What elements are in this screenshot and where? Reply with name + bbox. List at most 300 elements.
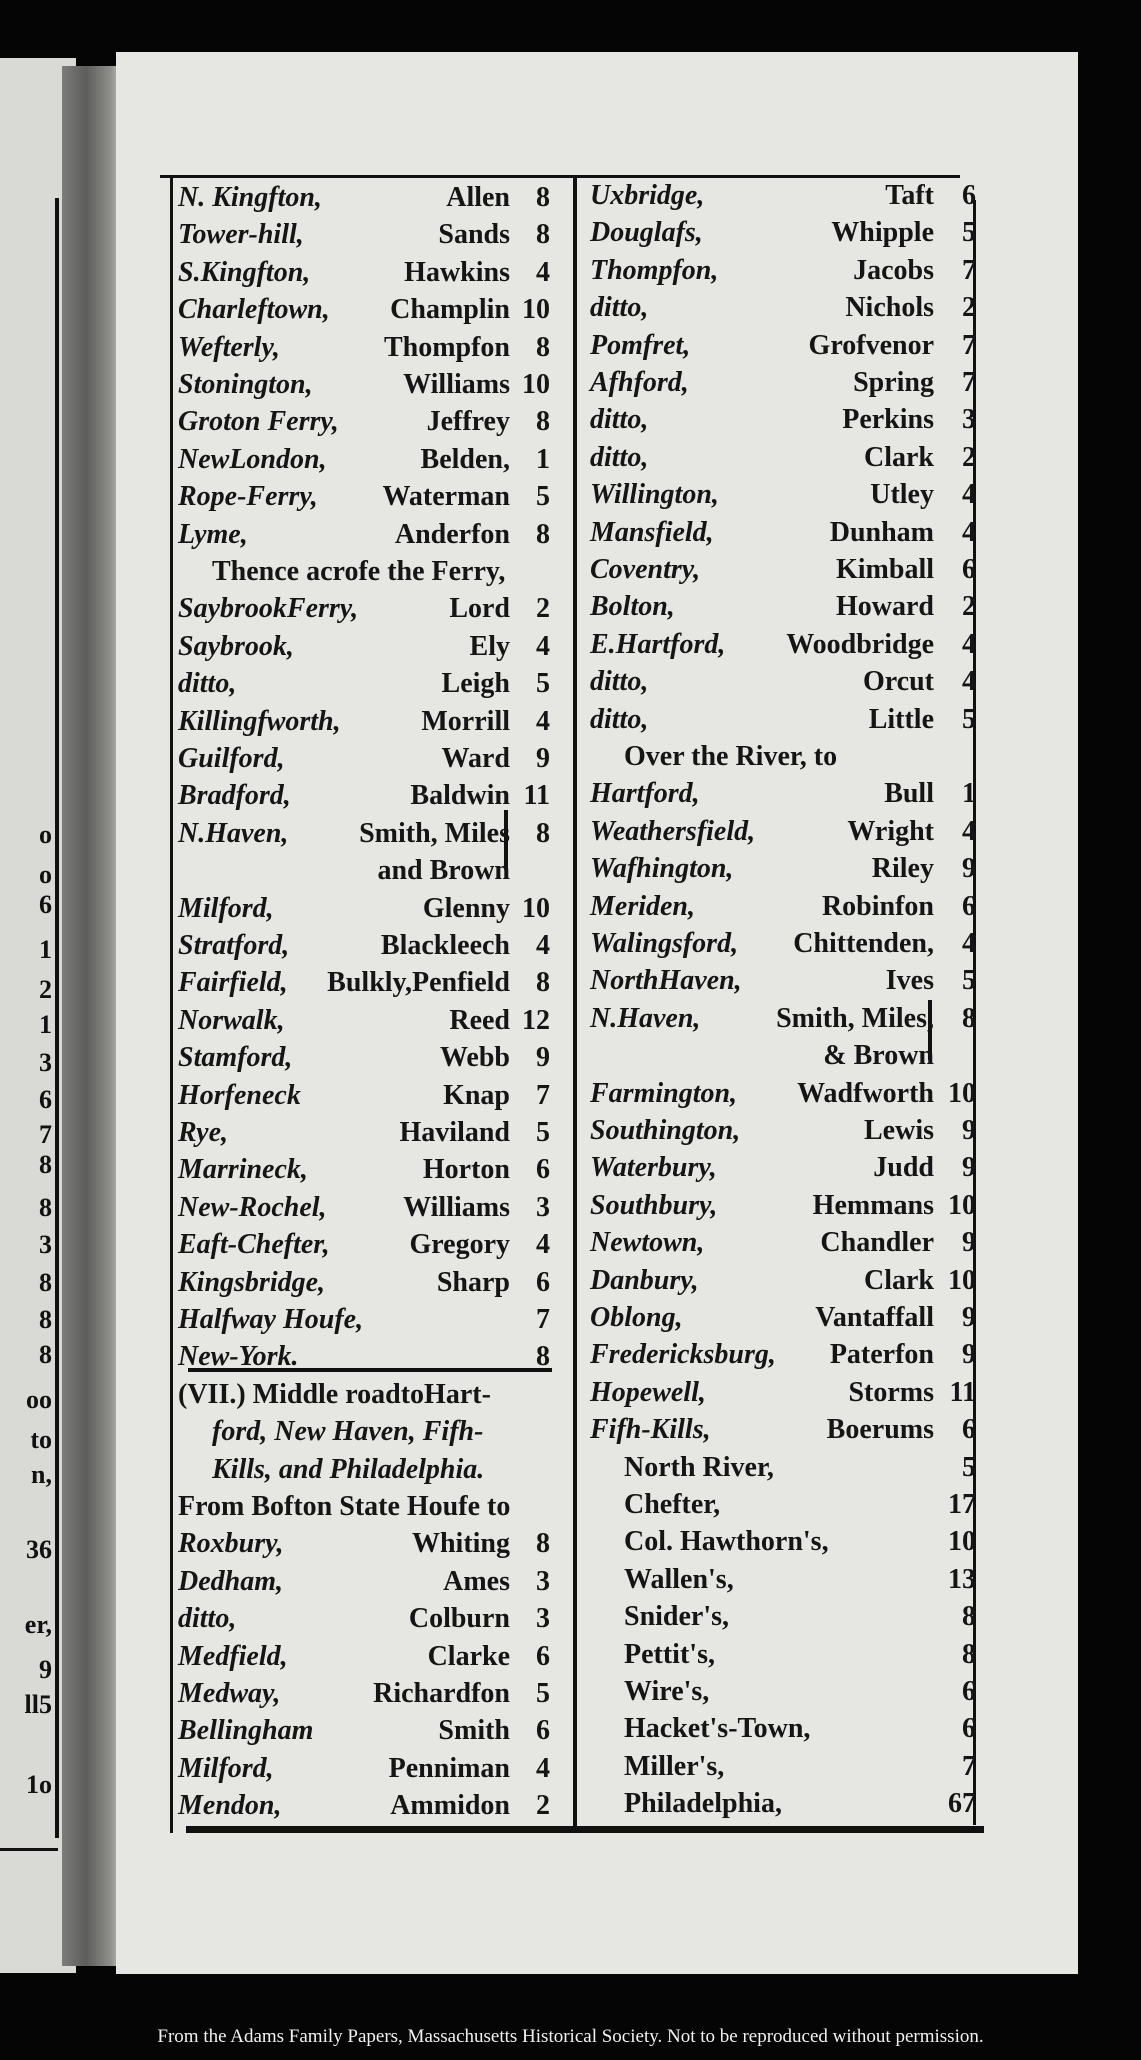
innkeeper-name: Thompfon — [383, 331, 510, 363]
distance-miles: 4 — [536, 930, 550, 961]
innkeeper-name: Chandler — [820, 1227, 934, 1259]
town-name: Roxbury, — [178, 1528, 284, 1560]
innkeeper-name: Paterfon — [829, 1339, 934, 1371]
road-entry — [590, 702, 976, 738]
distance-miles: 6 — [962, 180, 976, 211]
road-entry — [590, 1225, 976, 1261]
previous-page-fragment: 3 — [39, 1230, 52, 1259]
road-entry — [178, 404, 550, 440]
road-entry — [178, 1377, 550, 1413]
town-name: E.Hartford, — [590, 628, 726, 660]
innkeeper-name: Whiting — [411, 1528, 510, 1560]
town-name: Rye, — [178, 1117, 229, 1148]
distance-miles: 6 — [962, 1676, 976, 1707]
distance-miles: 8 — [536, 219, 550, 251]
distance-miles: 8 — [536, 1341, 550, 1373]
town-name: Lyme, — [178, 518, 248, 550]
town-name: Norwalk, — [178, 1004, 285, 1036]
town-name: Stratford, — [178, 930, 290, 961]
distance-miles: 5 — [962, 217, 976, 249]
previous-page-fragment: 6 — [39, 1085, 52, 1114]
road-entry — [178, 704, 550, 740]
distance-miles: 11 — [949, 1376, 976, 1408]
innkeeper-name: Orcut — [862, 666, 934, 698]
town-name: Stamford, — [178, 1042, 293, 1074]
distance-miles: 8 — [536, 406, 550, 438]
innkeeper-name: Ward — [441, 743, 510, 774]
road-entry — [178, 1152, 550, 1188]
town-name: Milford, — [178, 892, 274, 924]
innkeeper-name: Perkins — [842, 404, 934, 436]
distance-miles: 7 — [962, 254, 976, 286]
road-entry — [178, 1751, 550, 1787]
road-entry — [590, 851, 976, 887]
town-name: Farmington, — [590, 1077, 738, 1109]
previous-page-rule — [55, 198, 59, 1838]
road-entry — [178, 479, 550, 515]
distance-miles: 4 — [962, 928, 976, 959]
innkeeper-name: Baldwin — [410, 780, 510, 812]
distance-miles: 10 — [522, 892, 550, 924]
innkeeper-name: Judd — [873, 1152, 934, 1184]
road-entry — [178, 1339, 550, 1375]
distance-miles: 7 — [536, 1304, 550, 1335]
town-name: N.Haven, — [590, 1002, 701, 1034]
road-entry — [590, 1711, 976, 1747]
innkeeper-name: Clarke — [427, 1640, 510, 1672]
road-entry — [178, 1452, 550, 1488]
distance-miles: 9 — [962, 1302, 976, 1333]
section-text: Over the River, to — [624, 741, 838, 772]
innkeeper-name: Anderfon — [394, 518, 510, 550]
town-name: Guilford, — [178, 743, 285, 774]
distance-miles: 2 — [536, 593, 550, 625]
distance-miles: 4 — [536, 705, 550, 737]
town-name: Milford, — [178, 1752, 274, 1784]
distance-miles: 10 — [522, 294, 550, 326]
distance-miles: 6 — [536, 1154, 550, 1186]
innkeeper-name: and Brown — [377, 855, 510, 887]
previous-page-fragment: 1 — [39, 1010, 52, 1039]
road-entry — [590, 776, 976, 812]
distance-miles: 10 — [522, 369, 550, 400]
town-name: Killingfworth, — [178, 705, 341, 737]
innkeeper-name: Woodbridge — [786, 628, 934, 660]
distance-miles: 4 — [536, 256, 550, 288]
town-name: NewLondon, — [178, 443, 327, 475]
town-name: Horfeneck — [178, 1079, 301, 1111]
town-name: Meriden, — [590, 890, 695, 922]
town-name: Mendon, — [178, 1790, 282, 1822]
book-gutter — [62, 66, 122, 1966]
distance-miles: 10 — [948, 1077, 976, 1109]
road-entry — [590, 1113, 976, 1149]
distance-miles: 3 — [962, 404, 976, 436]
town-name: Pomfret, — [590, 329, 691, 361]
innkeeper-name: Jacobs — [853, 254, 934, 286]
road-entry — [178, 891, 550, 927]
distance-miles: 9 — [962, 1152, 976, 1184]
town-name: Charleftown, — [178, 294, 330, 326]
innkeeper-name: Allen — [446, 182, 510, 213]
road-entry — [178, 1302, 550, 1338]
road-entry — [590, 1263, 976, 1299]
distance-miles: 5 — [536, 668, 550, 700]
innkeeper-name: Sharp — [436, 1266, 510, 1298]
distance-miles: 7 — [536, 1079, 550, 1111]
road-entry — [590, 1749, 976, 1785]
innkeeper-name: Leigh — [441, 668, 510, 700]
innkeeper-name: Waterman — [382, 481, 510, 513]
distance-miles: 5 — [536, 1678, 550, 1709]
town-name: Walingsford, — [590, 928, 739, 959]
distance-miles: 9 — [536, 1042, 550, 1074]
town-name: Medfield, — [178, 1640, 288, 1672]
innkeeper-name: Dunham — [829, 516, 934, 548]
section-text: (VII.) Middle roadtoHart- — [178, 1378, 491, 1410]
road-entry — [178, 1601, 550, 1637]
road-entry — [178, 1713, 550, 1749]
road-entry — [178, 1489, 550, 1525]
innkeeper-name: Gregory — [409, 1229, 510, 1261]
innkeeper-name: Spring — [853, 367, 934, 398]
town-name: Halfway Houfe, — [178, 1304, 364, 1335]
road-entry — [590, 402, 976, 438]
distance-miles: 4 — [962, 628, 976, 660]
town-name: Willington, — [590, 479, 719, 511]
innkeeper-name: Wadfworth — [797, 1077, 934, 1109]
distance-miles: 4 — [962, 479, 976, 511]
road-entry — [590, 664, 976, 700]
road-entry — [590, 1375, 976, 1411]
distance-miles: 8 — [536, 1528, 550, 1560]
town-name: ditto, — [590, 703, 649, 735]
road-entry — [178, 442, 550, 478]
town-name: Oblong, — [590, 1302, 683, 1333]
distance-miles: 7 — [962, 1750, 976, 1782]
road-entry — [590, 1524, 976, 1560]
road-entry — [178, 928, 550, 964]
table-center-rule — [573, 178, 577, 1833]
road-entry — [590, 814, 976, 850]
distance-miles: 6 — [962, 1414, 976, 1446]
road-entry — [178, 591, 550, 627]
road-entry — [590, 1786, 976, 1822]
road-entry — [178, 255, 550, 291]
road-entry — [178, 853, 550, 889]
town-name: ditto, — [178, 1603, 237, 1635]
town-name: Dedham, — [178, 1565, 283, 1597]
town-name: Wefterly, — [178, 331, 280, 363]
section-text: Wire's, — [624, 1676, 710, 1707]
innkeeper-name: Lewis — [864, 1115, 934, 1146]
road-entry — [178, 741, 550, 777]
road-entry — [590, 1150, 976, 1186]
previous-page-fragment: 2 — [39, 975, 52, 1004]
town-name: Eaft-Chefter, — [178, 1229, 330, 1261]
innkeeper-name: Robinfon — [821, 890, 934, 922]
town-name: Hartford, — [590, 778, 700, 810]
innkeeper-name: Williams — [403, 369, 510, 400]
distance-miles: 5 — [962, 703, 976, 735]
distance-miles: 8 — [962, 1601, 976, 1633]
distance-miles: 2 — [962, 591, 976, 623]
road-entry — [178, 1040, 550, 1076]
distance-miles: 4 — [962, 815, 976, 847]
road-entry — [178, 517, 550, 553]
table-left-rule — [170, 178, 173, 1833]
section-text: Pettit's, — [624, 1638, 715, 1670]
road-entry — [590, 1562, 976, 1598]
distance-miles: 2 — [962, 292, 976, 324]
previous-page-fragment: 1o — [26, 1770, 52, 1799]
road-entry — [178, 1265, 550, 1301]
innkeeper-name: Lord — [449, 593, 510, 625]
road-entry — [178, 816, 550, 852]
road-entry — [590, 1188, 976, 1224]
road-entry — [590, 1450, 976, 1486]
innkeeper-name: Richardfon — [373, 1678, 510, 1709]
road-entry — [590, 1076, 976, 1112]
road-entry — [590, 515, 976, 551]
distance-miles: 6 — [962, 890, 976, 922]
town-name: Saybrook, — [178, 630, 294, 662]
distance-miles: 13 — [948, 1563, 976, 1595]
innkeeper-name: Whipple — [831, 217, 934, 249]
town-name: Southington, — [590, 1115, 741, 1146]
innkeeper-name: Clark — [864, 1264, 934, 1296]
innkeeper-name: Bull — [884, 778, 934, 810]
road-entry — [178, 629, 550, 665]
innkeeper-name: Ely — [469, 630, 510, 662]
town-name: Fifh-Kills, — [590, 1414, 711, 1446]
road-entry — [178, 1115, 550, 1151]
town-name: Stonington, — [178, 369, 313, 400]
distance-miles: 10 — [948, 1264, 976, 1296]
distance-miles: 4 — [536, 630, 550, 662]
innkeeper-name: Smith, Miles, — [776, 1002, 934, 1034]
road-entry — [590, 1487, 976, 1523]
distance-miles: 9 — [962, 1227, 976, 1259]
innkeeper-name: Smith, Miles — [359, 817, 510, 849]
town-name: N.Haven, — [178, 817, 289, 849]
innkeeper-name: Blackleech — [380, 930, 510, 961]
previous-page-fragment: n, — [31, 1460, 52, 1489]
road-entry — [178, 554, 550, 590]
innkeeper-name: Penniman — [388, 1752, 510, 1784]
road-entry — [590, 1674, 976, 1710]
innkeeper-name: Reed — [449, 1004, 510, 1036]
distance-miles: 9 — [962, 1115, 976, 1146]
town-name: Fredericksburg, — [590, 1339, 776, 1371]
road-entry — [178, 1526, 550, 1562]
previous-page-fragment: 8 — [39, 1150, 52, 1179]
innkeeper-name: Storms — [848, 1376, 934, 1408]
distance-miles: 4 — [536, 1752, 550, 1784]
innkeeper-name: Grofvenor — [808, 329, 934, 361]
innkeeper-name: Vantaffall — [815, 1302, 934, 1333]
town-name: Marrineck, — [178, 1154, 308, 1186]
distance-miles: 12 — [522, 1004, 550, 1036]
town-name: Kingsbridge, — [178, 1266, 326, 1298]
previous-page-fragment: 8 — [39, 1193, 52, 1222]
distance-miles: 3 — [536, 1603, 550, 1635]
road-entry — [590, 365, 976, 401]
previous-page-bottom-rule — [0, 1848, 58, 1851]
town-name: Rope-Ferry, — [178, 481, 318, 513]
innkeeper-name: Hawkins — [404, 256, 510, 288]
road-entry — [178, 292, 550, 328]
road-entry — [590, 477, 976, 513]
previous-page-fragment: 9 — [39, 1655, 52, 1684]
town-name: ditto, — [590, 404, 649, 436]
innkeeper-name: Clark — [864, 441, 934, 473]
previous-page-fragment: oo — [26, 1385, 52, 1414]
innkeeper-name: Ames — [443, 1565, 510, 1597]
distance-miles: 4 — [962, 516, 976, 548]
road-entry — [590, 290, 976, 326]
innkeeper-name: Webb — [439, 1042, 510, 1074]
previous-page-fragment: 3 — [39, 1048, 52, 1077]
section-text: Miller's, — [624, 1750, 725, 1782]
innkeeper-name: Jeffrey — [426, 406, 510, 438]
innkeeper-name: Glenny — [422, 892, 510, 924]
distance-miles: 2 — [962, 441, 976, 473]
road-entry — [590, 589, 976, 625]
innkeeper-name: Kimball — [835, 554, 934, 585]
innkeeper-name: Morrill — [421, 705, 510, 737]
table-bottom-rule — [186, 1826, 984, 1833]
town-name: SaybrookFerry, — [178, 593, 359, 625]
town-name: Uxbridge, — [590, 180, 705, 211]
road-entry — [178, 1639, 550, 1675]
town-name: Danbury, — [590, 1264, 699, 1296]
distance-miles: 8 — [962, 1002, 976, 1034]
road-entry — [178, 965, 550, 1001]
distance-miles: 9 — [536, 743, 550, 774]
distance-miles: 5 — [962, 965, 976, 997]
town-name: Southbury, — [590, 1189, 718, 1221]
distance-miles: 7 — [962, 329, 976, 361]
road-entry — [590, 963, 976, 999]
innkeeper-name: Ives — [885, 965, 934, 997]
archive-caption: From the Adams Family Papers, Massachusetts Historical Society. Not to be reproduced without permission. — [157, 2026, 984, 2047]
road-entry — [178, 180, 550, 216]
distance-miles: 8 — [536, 182, 550, 213]
innkeeper-name: Little — [868, 703, 934, 735]
innkeeper-name: Wright — [847, 815, 934, 847]
road-entry — [178, 1676, 550, 1712]
road-entry — [590, 328, 976, 364]
innkeeper-name: Howard — [836, 591, 934, 623]
distance-miles: 9 — [962, 1339, 976, 1371]
road-entry — [590, 1001, 976, 1037]
previous-page-fragment: ll5 — [24, 1690, 52, 1719]
road-entry — [178, 666, 550, 702]
section-text: Col. Hawthorn's, — [624, 1526, 829, 1558]
distance-miles: 5 — [536, 481, 550, 513]
innkeeper-name: Horton — [422, 1154, 510, 1186]
section-text: Philadelphia, — [624, 1788, 782, 1820]
road-entry — [590, 215, 976, 251]
road-entry — [590, 1337, 976, 1373]
town-name: Newtown, — [590, 1227, 705, 1259]
previous-page-fragment: 7 — [39, 1120, 52, 1149]
town-name: Coventry, — [590, 554, 701, 585]
town-name: New-Rochel, — [178, 1191, 327, 1223]
distance-miles: 6 — [536, 1715, 550, 1747]
previous-page-fragment: 8 — [39, 1305, 52, 1334]
road-entry — [178, 1078, 550, 1114]
town-name: NorthHaven, — [590, 965, 742, 997]
road-entry — [590, 1300, 976, 1336]
road-entry — [178, 1564, 550, 1600]
previous-page-fragment: o — [39, 860, 52, 889]
distance-miles: 5 — [962, 1451, 976, 1483]
town-name: ditto, — [590, 441, 649, 473]
town-name: Bolton, — [590, 591, 675, 623]
innkeeper-name: Haviland — [399, 1117, 510, 1148]
town-name: Groton Ferry, — [178, 406, 339, 438]
town-name: ditto, — [590, 292, 649, 324]
town-name: Fairfield, — [178, 967, 288, 999]
distance-miles: 8 — [536, 817, 550, 849]
innkeeper-name: Belden, — [420, 443, 510, 475]
town-name: New-York. — [178, 1341, 299, 1373]
road-entry — [590, 1599, 976, 1635]
distance-miles: 9 — [962, 853, 976, 885]
distance-miles: 6 — [962, 554, 976, 585]
distance-miles: 4 — [962, 666, 976, 698]
section-text: North River, — [624, 1451, 774, 1483]
innkeeper-name: Smith — [438, 1715, 510, 1747]
distance-miles: 1 — [962, 778, 976, 810]
distance-miles: 10 — [948, 1526, 976, 1558]
town-name: S.Kingfton, — [178, 256, 311, 288]
innkeeper-name: Nichols — [845, 292, 934, 324]
distance-miles: 6 — [536, 1266, 550, 1298]
distance-miles: 10 — [948, 1189, 976, 1221]
innkeeper-name: Hemmans — [812, 1189, 934, 1221]
town-name: N. Kingfton, — [178, 182, 322, 213]
innkeeper-name: Ammidon — [390, 1790, 510, 1822]
road-entry — [590, 1038, 976, 1074]
road-entry — [590, 889, 976, 925]
section-text: From Bofton State Houfe to — [178, 1491, 511, 1522]
distance-miles: 8 — [962, 1638, 976, 1670]
section-text: Chefter, — [624, 1489, 721, 1520]
section-text: Wallen's, — [624, 1563, 734, 1595]
town-name: Bradford, — [178, 780, 291, 812]
previous-page-fragment: er, — [24, 1610, 52, 1639]
innkeeper-name: Riley — [871, 853, 934, 885]
previous-page-fragment: 8 — [39, 1268, 52, 1297]
section-text: Hacket's-Town, — [624, 1713, 811, 1745]
road-entry — [178, 330, 550, 366]
road-entry — [590, 739, 976, 775]
town-name: Tower-hill, — [178, 219, 304, 251]
town-name: Hopewell, — [590, 1376, 706, 1408]
road-entry — [178, 1414, 550, 1450]
previous-page-fragment: 8 — [39, 1340, 52, 1369]
town-name: Wafhington, — [590, 853, 734, 885]
town-name: Weathersfield, — [590, 815, 756, 847]
road-entry — [590, 1637, 976, 1673]
town-name: Mansfield, — [590, 516, 714, 548]
innkeeper-name: Utley — [870, 479, 934, 511]
town-name: Waterbury, — [590, 1152, 717, 1184]
road-entry — [178, 1788, 550, 1824]
